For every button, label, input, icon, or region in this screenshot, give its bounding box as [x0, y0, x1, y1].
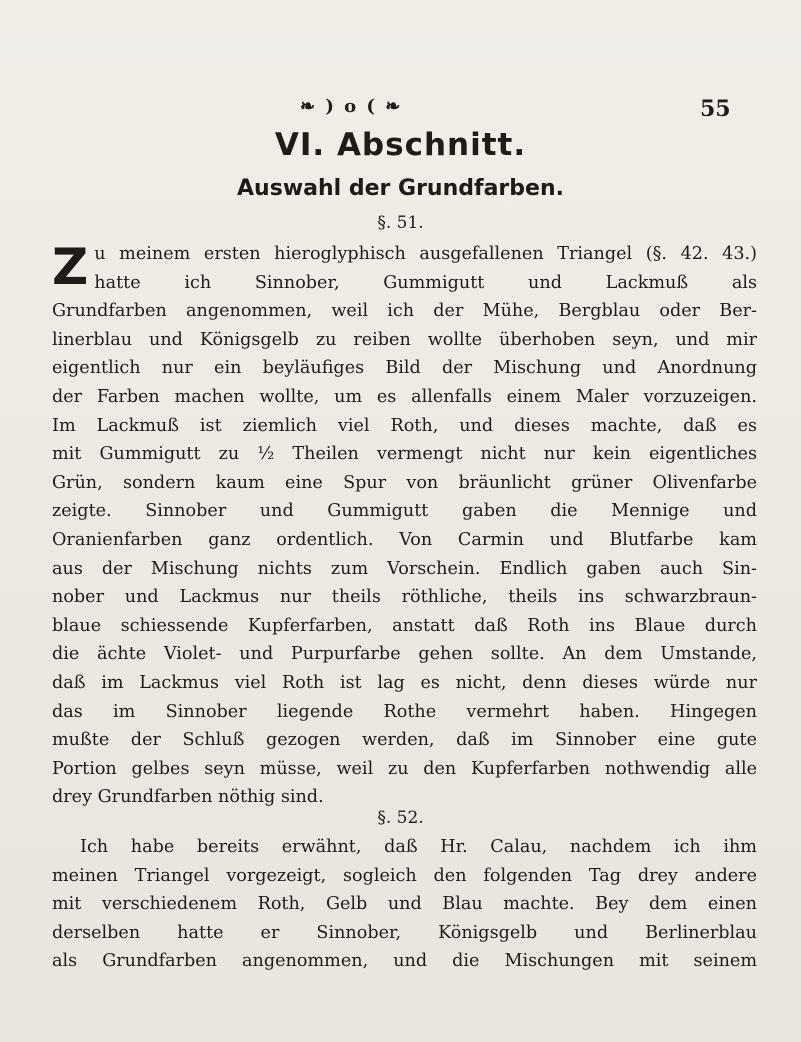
page-header: [0, 96, 801, 126]
paragraph-number-52: §. 52.: [377, 808, 424, 828]
text-line: Oranienfarben ganz ordentlich. Von Carmin und Blutfarbe kam: [52, 529, 757, 550]
text-line: linerblau und Königsgelb zu reiben wollte überhoben seyn, und mir: [52, 329, 757, 350]
paragraph-52: [52, 833, 757, 976]
text-line: Grundfarben angenommen, weil ich der Mühe, Bergblau oder Ber-: [52, 301, 757, 322]
text-line: mit verschiedenem Roth, Gelb und Blau machte. Bey dem einen: [52, 894, 757, 915]
text-line: blaue schiessende Kupferfarben, anstatt daß Roth ins Blaue durch: [52, 615, 757, 636]
text-line: drey Grundfarben nöthig sind.: [52, 787, 324, 808]
text-line: meinen Triangel vorgezeigt, sogleich den folgenden Tag drey andere: [52, 865, 757, 886]
text-line: eigentlich nur ein beyläufiges Bild der Mischung und Anordnung: [52, 358, 757, 379]
text-line: daß im Lackmus viel Roth ist lag es nicht, denn dieses würde nur: [52, 672, 757, 693]
text-line: Portion gelbes seyn müsse, weil zu den Kupferfarben nothwendig alle: [52, 758, 757, 779]
drop-cap: Z: [52, 238, 89, 296]
text-line: die ächte Violet- und Purpurfarbe gehen sollte. An dem Umstande,: [52, 644, 757, 665]
text-line: zeigte. Sinnober und Gummigutt gaben die Mennige und: [52, 501, 757, 522]
text-line: Grün, sondern kaum eine Spur von bräunlicht grüner Olivenfarbe: [52, 472, 757, 493]
text-line: der Farben machen wollte, um es allenfalls einem Maler vorzuzeigen.: [52, 386, 757, 407]
text-line: u meinem ersten hieroglyphisch ausgefallenen Triangel (§. 42. 43.): [94, 244, 757, 264]
section-subtitle: Auswahl der Grundfarben.: [237, 176, 564, 201]
text-line: mit Gummigutt zu ½ Theilen vermengt nicht nur kein eigentliches: [52, 444, 757, 465]
paragraph-number-51: §. 51.: [377, 213, 424, 233]
text-line: Im Lackmuß ist ziemlich viel Roth, und dieses machte, daß es: [52, 415, 757, 436]
text-line: das im Sinnober liegende Rothe vermehrt haben. Hingegen: [52, 701, 757, 722]
text-line: mußte der Schluß gezogen werden, daß im Sinnober eine gute: [52, 730, 757, 751]
text-line: derselben hatte er Sinnober, Königsgelb und Berlinerblau: [52, 922, 757, 943]
page-number: 55: [700, 96, 731, 122]
paragraph-51: [52, 240, 757, 812]
text-line: aus der Mischung nichts zum Vorschein. Endlich gaben auch Sin-: [52, 558, 757, 579]
header-ornament: ❧ ) o ( ❧: [300, 96, 403, 117]
text-line: als Grundfarben angenommen, und die Mischungen mit seinem: [52, 951, 757, 972]
text-line: nober und Lackmus nur theils röthliche, theils ins schwarzbraun-: [52, 587, 757, 608]
text-line: hatte ich Sinnober, Gummigutt und Lackmuß als: [94, 272, 757, 293]
section-title: VI. Abschnitt.: [274, 127, 527, 163]
text-line: Ich habe bereits erwähnt, daß Hr. Calau, nachdem ich ihm: [80, 837, 757, 857]
